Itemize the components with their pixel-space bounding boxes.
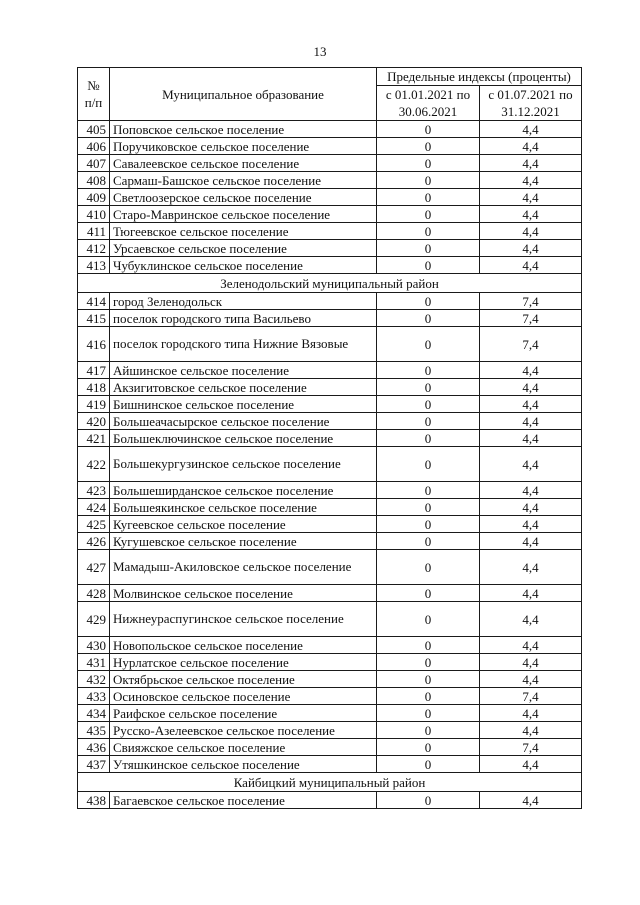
row-number: 417 [78, 362, 110, 379]
index-period-2: 4,4 [480, 585, 582, 602]
municipality-name: Осиновское сельское поселение [110, 688, 377, 705]
header-period-2: с 01.07.2021 по 31.12.2021 [480, 86, 582, 121]
district-row [78, 773, 582, 792]
index-period-1: 0 [377, 413, 480, 430]
row-number: 412 [78, 240, 110, 257]
row-number: 405 [78, 121, 110, 138]
table-row [78, 602, 582, 637]
index-period-1: 0 [377, 654, 480, 671]
index-period-1: 0 [377, 138, 480, 155]
table-row [78, 223, 582, 240]
municipality-name: Большеключинское сельское поселение [110, 430, 377, 447]
index-period-1: 0 [377, 705, 480, 722]
municipality-name: Мамадыш-Акиловское сельское поселение [110, 550, 377, 585]
index-period-1: 0 [377, 379, 480, 396]
index-period-1: 0 [377, 533, 480, 550]
municipality-name: Свияжское сельское поселение [110, 739, 377, 756]
municipality-name: Большекургузинское сельское поселение [110, 447, 377, 482]
index-period-1: 0 [377, 396, 480, 413]
row-number: 424 [78, 499, 110, 516]
table-row [78, 206, 582, 223]
row-number: 408 [78, 172, 110, 189]
table-row [78, 671, 582, 688]
table-row [78, 705, 582, 722]
index-period-1: 0 [377, 499, 480, 516]
table-row [78, 430, 582, 447]
index-period-1: 0 [377, 327, 480, 362]
municipality-name: город Зеленодольск [110, 293, 377, 310]
price-index-table [77, 67, 582, 809]
row-number: 415 [78, 310, 110, 327]
index-period-2: 4,4 [480, 447, 582, 482]
row-number: 422 [78, 447, 110, 482]
table-row [78, 499, 582, 516]
index-period-2: 7,4 [480, 327, 582, 362]
row-number: 431 [78, 654, 110, 671]
row-number: 420 [78, 413, 110, 430]
index-period-2: 4,4 [480, 756, 582, 773]
index-period-2: 4,4 [480, 223, 582, 240]
index-period-1: 0 [377, 637, 480, 654]
municipality-name: Нурлатское сельское поселение [110, 654, 377, 671]
index-period-2: 4,4 [480, 671, 582, 688]
table-row [78, 189, 582, 206]
index-period-2: 4,4 [480, 516, 582, 533]
table-row [78, 550, 582, 585]
index-period-2: 4,4 [480, 155, 582, 172]
row-number: 435 [78, 722, 110, 739]
municipality-name: Нижнеураспугинское сельское поселение [110, 602, 377, 637]
table-header [78, 68, 582, 121]
index-period-2: 4,4 [480, 654, 582, 671]
index-period-2: 4,4 [480, 792, 582, 809]
index-period-1: 0 [377, 756, 480, 773]
row-number: 432 [78, 671, 110, 688]
municipality-name: поселок городского типа Васильево [110, 310, 377, 327]
table-row [78, 293, 582, 310]
row-number: 410 [78, 206, 110, 223]
table-row [78, 327, 582, 362]
row-number: 406 [78, 138, 110, 155]
table-row [78, 257, 582, 274]
index-period-2: 7,4 [480, 310, 582, 327]
index-period-2: 4,4 [480, 257, 582, 274]
municipality-name: Раифское сельское поселение [110, 705, 377, 722]
index-period-1: 0 [377, 121, 480, 138]
index-period-2: 4,4 [480, 138, 582, 155]
index-period-1: 0 [377, 739, 480, 756]
row-number: 407 [78, 155, 110, 172]
municipality-name: Акзигитовское сельское поселение [110, 379, 377, 396]
index-period-1: 0 [377, 172, 480, 189]
table-row [78, 172, 582, 189]
district-name: Зеленодольский муниципальный район [78, 274, 582, 293]
table-row [78, 362, 582, 379]
index-period-2: 4,4 [480, 240, 582, 257]
table-row [78, 413, 582, 430]
municipality-name: Кугеевское сельское поселение [110, 516, 377, 533]
index-period-2: 4,4 [480, 637, 582, 654]
header-period-1: с 01.01.2021 по 30.06.2021 [377, 86, 480, 121]
municipality-name: Светлоозерское сельское поселение [110, 189, 377, 206]
municipality-name: Сармаш-Башское сельское поселение [110, 172, 377, 189]
index-period-2: 4,4 [480, 413, 582, 430]
header-index-group: Предельные индексы (проценты) [377, 68, 582, 86]
row-number: 423 [78, 482, 110, 499]
municipality-name: Русско-Азелеевское сельское поселение [110, 722, 377, 739]
index-period-2: 4,4 [480, 362, 582, 379]
district-name: Кайбицкий муниципальный район [78, 773, 582, 792]
table-row [78, 637, 582, 654]
municipality-name: Тюгеевское сельское поселение [110, 223, 377, 240]
table-row [78, 722, 582, 739]
table-row [78, 516, 582, 533]
index-period-2: 4,4 [480, 396, 582, 413]
municipality-name: Урсаевское сельское поселение [110, 240, 377, 257]
index-period-2: 4,4 [480, 189, 582, 206]
row-number: 427 [78, 550, 110, 585]
row-number: 411 [78, 223, 110, 240]
index-period-2: 4,4 [480, 379, 582, 396]
index-period-2: 4,4 [480, 172, 582, 189]
table-row [78, 121, 582, 138]
municipality-name: Кугушевское сельское поселение [110, 533, 377, 550]
table-row [78, 533, 582, 550]
municipality-name: Новопольское сельское поселение [110, 637, 377, 654]
index-period-1: 0 [377, 482, 480, 499]
index-period-1: 0 [377, 792, 480, 809]
index-period-2: 4,4 [480, 550, 582, 585]
table-row [78, 447, 582, 482]
row-number: 426 [78, 533, 110, 550]
row-number: 425 [78, 516, 110, 533]
table-row [78, 756, 582, 773]
municipality-name: Старо-Мавринское сельское поселение [110, 206, 377, 223]
page-number: 13 [313, 44, 327, 59]
table-row [78, 310, 582, 327]
row-number: 430 [78, 637, 110, 654]
table-row [78, 739, 582, 756]
table-row [78, 138, 582, 155]
index-period-1: 0 [377, 430, 480, 447]
header-municipality: Муниципальное образование [110, 68, 377, 121]
municipality-name: Молвинское сельское поселение [110, 585, 377, 602]
row-number: 436 [78, 739, 110, 756]
index-period-1: 0 [377, 550, 480, 585]
table-row [78, 240, 582, 257]
row-number: 428 [78, 585, 110, 602]
index-period-2: 4,4 [480, 705, 582, 722]
municipality-name: Бишнинское сельское поселение [110, 396, 377, 413]
index-period-2: 4,4 [480, 602, 582, 637]
index-period-2: 4,4 [480, 533, 582, 550]
header-num: № п/п [78, 68, 110, 121]
index-period-1: 0 [377, 206, 480, 223]
index-period-1: 0 [377, 516, 480, 533]
index-period-2: 7,4 [480, 739, 582, 756]
municipality-name: Чубуклинское сельское поселение [110, 257, 377, 274]
municipality-name: Савалеевское сельское поселение [110, 155, 377, 172]
row-number: 413 [78, 257, 110, 274]
index-period-1: 0 [377, 310, 480, 327]
row-number: 414 [78, 293, 110, 310]
index-period-1: 0 [377, 671, 480, 688]
index-period-1: 0 [377, 602, 480, 637]
municipality-name: Айшинское сельское поселение [110, 362, 377, 379]
municipality-name: Утяшкинское сельское поселение [110, 756, 377, 773]
row-number: 429 [78, 602, 110, 637]
row-number: 409 [78, 189, 110, 206]
index-period-2: 4,4 [480, 482, 582, 499]
index-period-2: 4,4 [480, 722, 582, 739]
index-period-1: 0 [377, 585, 480, 602]
index-period-2: 4,4 [480, 430, 582, 447]
table-row [78, 482, 582, 499]
row-number: 433 [78, 688, 110, 705]
municipality-name: Большеширданское сельское поселение [110, 482, 377, 499]
table-body [78, 121, 582, 809]
table-row [78, 379, 582, 396]
table-row [78, 688, 582, 705]
table-row [78, 792, 582, 809]
row-number: 438 [78, 792, 110, 809]
table-row [78, 155, 582, 172]
municipality-name: Большеачасырское сельское поселение [110, 413, 377, 430]
index-period-2: 7,4 [480, 293, 582, 310]
index-period-1: 0 [377, 189, 480, 206]
index-period-2: 4,4 [480, 121, 582, 138]
index-period-1: 0 [377, 362, 480, 379]
table-row [78, 654, 582, 671]
table-row [78, 396, 582, 413]
municipality-name: Поручиковское сельское поселение [110, 138, 377, 155]
municipality-name: поселок городского типа Нижние Вязовые [110, 327, 377, 362]
municipality-name: Октябрьское сельское поселение [110, 671, 377, 688]
row-number: 437 [78, 756, 110, 773]
table-row [78, 585, 582, 602]
index-period-1: 0 [377, 293, 480, 310]
row-number: 434 [78, 705, 110, 722]
index-period-2: 4,4 [480, 499, 582, 516]
index-period-1: 0 [377, 688, 480, 705]
index-period-1: 0 [377, 240, 480, 257]
index-period-2: 7,4 [480, 688, 582, 705]
municipality-name: Поповское сельское поселение [110, 121, 377, 138]
index-period-1: 0 [377, 447, 480, 482]
municipality-name: Большеякинское сельское поселение [110, 499, 377, 516]
row-number: 419 [78, 396, 110, 413]
row-number: 416 [78, 327, 110, 362]
row-number: 418 [78, 379, 110, 396]
index-period-1: 0 [377, 155, 480, 172]
index-period-2: 4,4 [480, 206, 582, 223]
district-row [78, 274, 582, 293]
row-number: 421 [78, 430, 110, 447]
index-period-1: 0 [377, 257, 480, 274]
municipality-name: Багаевское сельское поселение [110, 792, 377, 809]
index-period-1: 0 [377, 722, 480, 739]
index-period-1: 0 [377, 223, 480, 240]
